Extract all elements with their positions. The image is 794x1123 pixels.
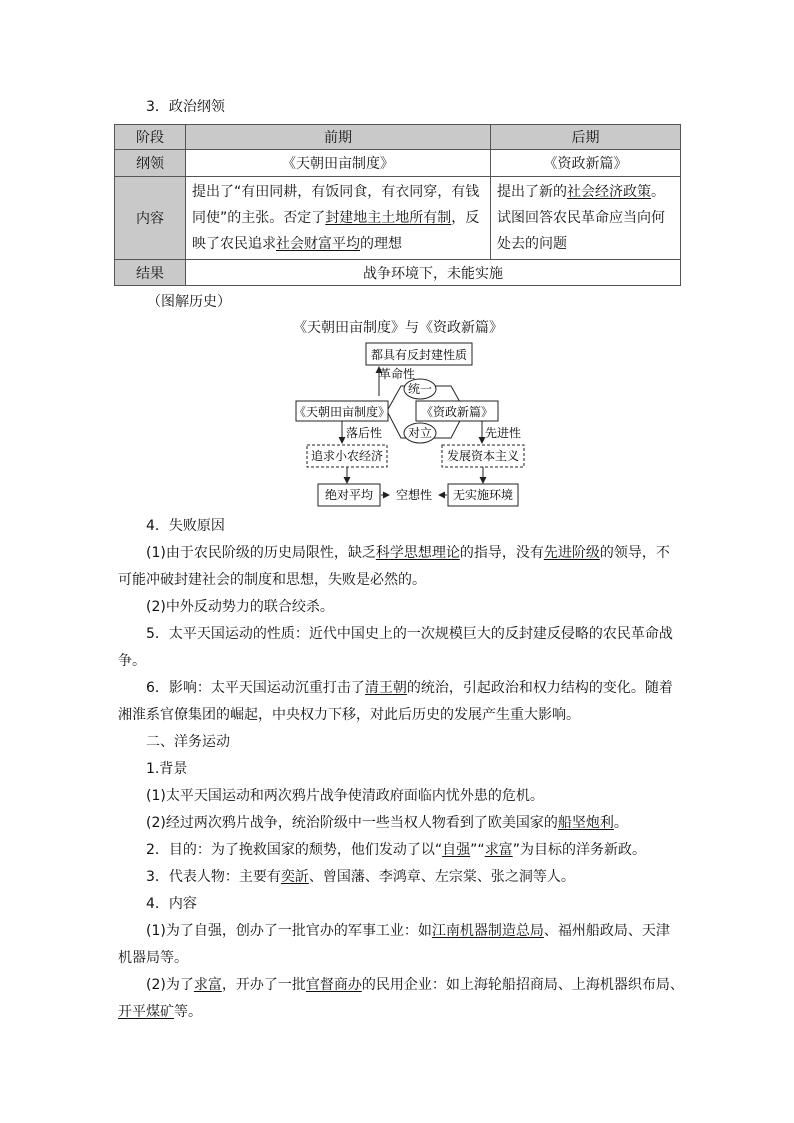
text-span: ”“ (470, 842, 485, 858)
text-span: 提出了新的 (497, 184, 567, 200)
sec4-title: 4．失败原因 (146, 518, 225, 534)
underlined-term: 奕訢 (280, 869, 309, 885)
right-dashed-text: 发展资本主义 (446, 449, 520, 463)
late-content-line3: 处去的问题 (497, 236, 567, 252)
text-span: 的领导，不 (599, 545, 670, 561)
result-text: 战争环境下，未能实施 (186, 260, 681, 286)
text-span: 、曾国藩、李鸿章、左宗棠、张之洞等人。 (308, 869, 575, 885)
sec6-line2: 湘淮系官僚集团的崛起，中央权力下移，对此后历史的发展产生重大影响。 (118, 707, 580, 723)
bottom-left-text: 绝对平均 (324, 488, 374, 502)
section3-title: 3．政治纲领 (146, 99, 225, 115)
content-title: 4．内容 (146, 896, 197, 912)
sec5-line1: 5．太平天国运动的性质：近代中国史上的一次规模巨大的反封建反侵略的农民革命战 (146, 626, 673, 642)
utopian-label: 空想性 (395, 488, 433, 502)
late-program: 《资政新篇》 (491, 150, 681, 177)
underlined-term: 江南机器制造总局 (431, 923, 544, 939)
text-span: 等。 (174, 1004, 202, 1020)
underlined-term: 清王朝 (364, 680, 407, 696)
part2-title: 二、洋务运动 (146, 734, 230, 750)
goal-line (146, 840, 678, 860)
left-box-text: 《天朝田亩制度》 (293, 405, 391, 419)
sec4-p1-line1 (146, 543, 678, 563)
advanced-label: 先进性 (484, 426, 522, 440)
revolutionary-label: 革命性 (378, 367, 416, 381)
table-row-content (115, 177, 681, 260)
bg-line1: (1)太平天国运动和两次鸦片战争使清政府面临内忧外患的危机。 (146, 788, 544, 804)
text-span: 的民用企业：如上海轮船招商局、上海机器织布局、 (361, 977, 684, 993)
text-span: 的理想 (360, 236, 402, 252)
content1-line1 (146, 921, 678, 941)
top-box-text: 都具有反封建性质 (370, 348, 468, 362)
early-content-line3 (192, 231, 484, 257)
text-span: 映了农民追求 (192, 236, 276, 252)
text-span: 3．代表人物：主要有 (146, 869, 281, 885)
political-program-table (114, 124, 681, 286)
header-early: 前期 (186, 125, 491, 150)
table-row-result (115, 260, 681, 286)
underlined-term: 科学思想理论 (375, 545, 460, 561)
backward-label: 落后性 (345, 426, 383, 440)
text-span: (1)为了自强，创办了一批官办的军事工业：如 (146, 923, 432, 939)
diagram-caption: （图解历史） (147, 294, 231, 310)
rep-line (146, 867, 678, 887)
late-content-line2: 试图回答农民革命应当向何 (497, 210, 665, 226)
header-late: 后期 (491, 125, 681, 150)
diagram-title: 《天朝田亩制度》与《资政新篇》 (293, 320, 503, 336)
text-span: 、福州船政局、天津 (543, 923, 670, 939)
underlined-term: 自强 (442, 842, 471, 858)
text-span: ”为目标的洋务新政。 (512, 842, 646, 858)
text-span: (1)由于农民阶级的历史局限性，缺乏 (146, 545, 376, 561)
text-span: 同使”的主张。否定了 (192, 210, 326, 226)
bottom-right-text: 无实施环境 (452, 488, 514, 502)
early-content-line1: 提出了“有田同耕，有饭同食，有衣同穿，有钱 (192, 184, 480, 200)
sec5-line2: 争。 (118, 653, 146, 669)
bg-title: 1.背景 (146, 761, 188, 777)
sec4-p2: (2)中外反动势力的联合绞杀。 (146, 599, 334, 615)
text-span: ，反 (451, 210, 480, 226)
underlined-term: 社会财富平均 (276, 236, 360, 252)
underlined-term: 船坚炮利 (557, 815, 614, 831)
underlined-term: 社会经济政策 (567, 184, 651, 200)
comparison-diagram (290, 338, 540, 510)
text-span: 的指导，没有 (459, 545, 544, 561)
text-span: 6．影响：太平天国运动沉重打击了 (146, 680, 365, 696)
early-content-line2 (192, 205, 484, 231)
bg-line2 (146, 813, 678, 833)
late-content (491, 177, 681, 260)
header-stage: 阶段 (115, 125, 186, 150)
late-content-line1 (497, 179, 674, 205)
underlined-term: 官督商办 (305, 977, 362, 993)
sec6-line1 (146, 678, 678, 698)
sec4-p1-line2: 可能冲破封建社会的制度和思想，失败是必然的。 (118, 572, 426, 588)
row-label-content: 内容 (115, 177, 186, 260)
opposition-label: 对立 (407, 426, 433, 440)
unity-label: 统一 (407, 382, 433, 396)
underlined-term: 封建地主土地所有制 (325, 210, 452, 226)
table-row-program (115, 150, 681, 177)
text-span: 。 (651, 184, 665, 200)
text-span: ，开办了一批 (221, 977, 306, 993)
text-span: (2)为了 (146, 977, 194, 993)
row-label-program: 纲领 (115, 150, 186, 177)
text-span: 2．目的：为了挽救国家的颓势，他们发动了以“ (146, 842, 443, 858)
row-label-result: 结果 (115, 260, 186, 286)
early-content (186, 177, 491, 260)
underlined-term: 开平煤矿 (118, 1004, 174, 1020)
content2-line2 (118, 1002, 678, 1022)
content2-line1 (146, 975, 684, 995)
text-span: (2)经过两次鸦片战争，统治阶级中一些当权人物看到了欧美国家的 (146, 815, 558, 831)
table-header-row (115, 125, 681, 150)
early-program: 《天朝田亩制度》 (186, 150, 491, 177)
underlined-term: 先进阶级 (543, 545, 600, 561)
underlined-term: 求富 (193, 977, 222, 993)
content1-line2: 机器局等。 (118, 950, 188, 966)
left-dashed-text: 追求小农经济 (310, 449, 384, 463)
text-span: 的统治，引起政治和权力结构的变化。随着 (406, 680, 673, 696)
text-span: 。 (613, 815, 628, 831)
right-box-text: 《资政新篇》 (420, 405, 494, 419)
underlined-term: 求富 (484, 842, 513, 858)
